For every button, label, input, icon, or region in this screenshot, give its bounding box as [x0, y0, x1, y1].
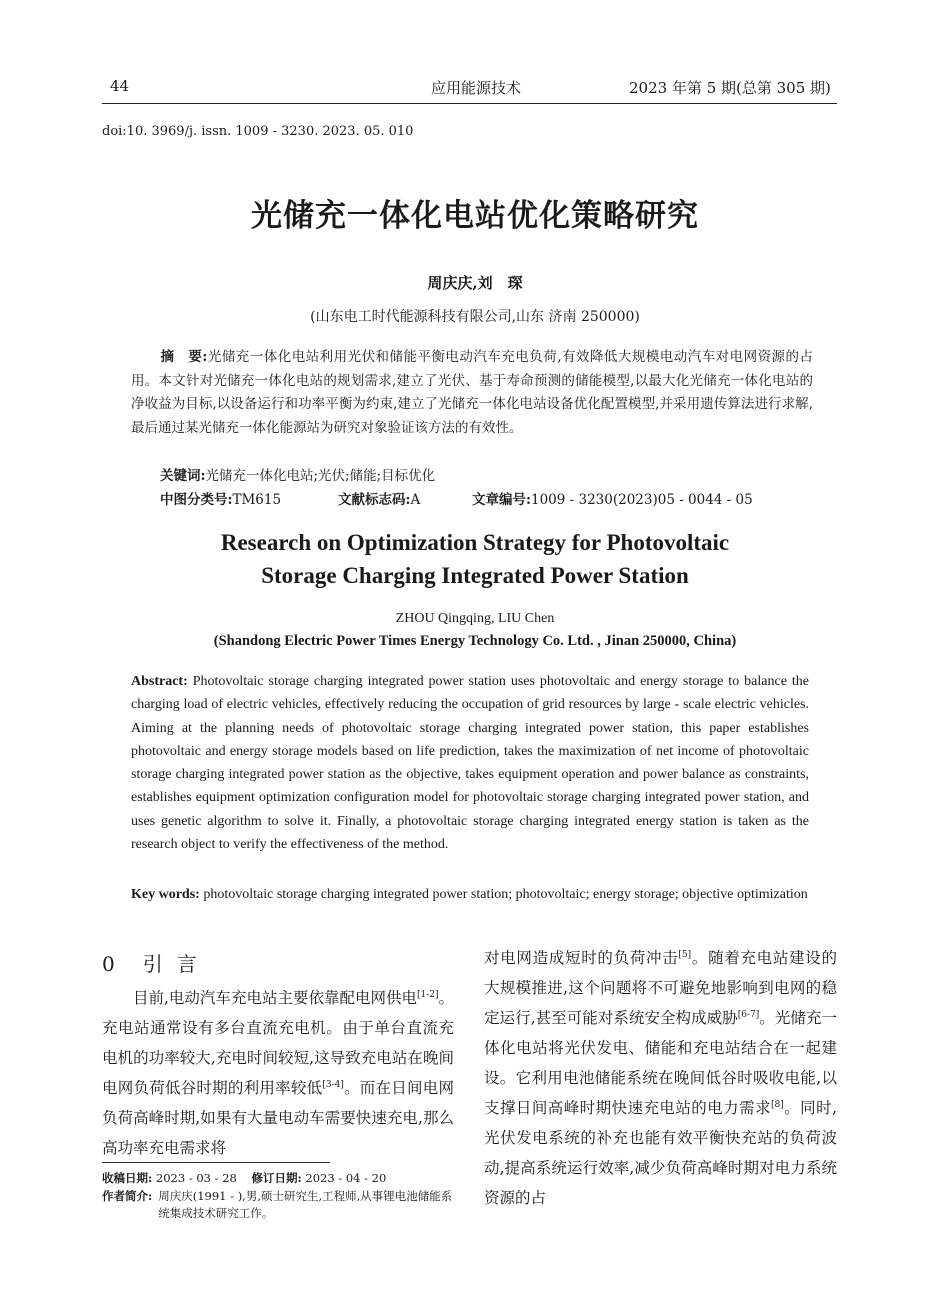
footnote-dates: [102, 1170, 454, 1187]
body-right-text-2: 。随着充电站建设的大规模推进,这个问题将不可避免地影响到电网的稳定运行,甚至可能对系统安全构成威胁: [484, 949, 837, 1027]
keywords-cn-text: 光储充一体化电站;光伏;储能;目标优化: [205, 468, 436, 484]
clc-label: 中图分类号:: [160, 492, 233, 508]
authors-en: ZHOU Qingqing, LIU Chen: [395, 611, 555, 626]
doc-code-value: A: [410, 492, 421, 508]
abstract-cn-label: 摘 要:: [160, 349, 208, 365]
revised-date: 2023 - 04 - 20: [305, 1171, 387, 1185]
doc-code-label: 文献标志码:: [338, 492, 411, 508]
title-en-line2: Storage Charging Integrated Power Station: [261, 563, 689, 588]
body-right-column: [484, 943, 837, 1213]
keywords-cn-label: 关键词:: [160, 468, 206, 484]
abstract-en: [131, 670, 809, 856]
affiliation-cn: (山东电工时代能源科技有限公司,山东 济南 250000): [310, 309, 640, 325]
citation: [6-7]: [737, 1009, 760, 1020]
abstract-cn-text: 光储充一体化电站利用光伏和储能平衡电动汽车充电负荷,有效降低大规模电动汽车对电网资源的占用。本文针对光储充一体化电站的规划需求,建立了光伏、基于寿命预测的储能模型,以最大化光储充一体化电站的净收益为目标,以设备运行和功率平衡为约束,建立了光储充一体化电站设备优化配置模型,并采用遗传算法进行求解,最后通过某光储充一体化能源站为研究对象验证该方法的有效性。: [131, 349, 814, 436]
article-number-label: 文章编号:: [472, 492, 531, 508]
page-number: 44: [110, 77, 130, 95]
keywords-en-text: photovoltaic storage charging integrated power station; photovoltaic; energy storage; objective optimization: [199, 887, 808, 902]
keywords-en: [131, 883, 809, 906]
received-date: 2023 - 03 - 28: [155, 1171, 237, 1185]
citation: [3-4]: [322, 1079, 344, 1090]
section-number: 0: [102, 952, 129, 976]
issue-info: 2023 年第 5 期(总第 305 期): [629, 79, 831, 97]
author-info-label: 作者简介:: [102, 1189, 153, 1203]
article-number-value: 1009 - 3230(2023)05 - 0044 - 05: [530, 492, 753, 508]
revised-label: 修订日期:: [251, 1171, 302, 1185]
footnote-author: [102, 1188, 454, 1222]
body-left-text-2: 。充电站通常设有多台直流充电机。由于单台直流充电机的功率较大,充电时间较短,这导致充电站在晚间电网负荷低谷时期的利用率较低: [102, 989, 454, 1097]
body-left-text-3: 。而在日间电网负荷高峰时期,如果有大量电动车需要快速充电,那么高功率充电需求将: [102, 1079, 454, 1157]
title-en: [0, 526, 950, 592]
affiliation-en: (Shandong Electric Power Times Energy Technology Co. Ltd. , Jinan 250000, China): [213, 633, 737, 649]
author-info-text: 周庆庆(1991 - ),男,硕士研究生,工程师,从事锂电池储能系统集成技术研究工作。: [158, 1189, 453, 1220]
abstract-en-label: Abstract:: [131, 674, 188, 689]
footnote-rule: [102, 1162, 330, 1163]
body-right-text-1: 对电网造成短时的负荷冲击: [484, 949, 679, 967]
citation: [8]: [771, 1099, 784, 1110]
section-title: 引言: [142, 952, 211, 976]
citation: [1-2]: [416, 989, 439, 1000]
section-heading: [102, 948, 211, 977]
journal-name: 应用能源技术: [431, 79, 522, 97]
authors-cn: 周庆庆,刘 琛: [427, 274, 523, 292]
received-label: 收稿日期:: [102, 1171, 153, 1185]
doi: doi:10. 3969/j. issn. 1009 - 3230. 2023. 05. 010: [102, 124, 414, 139]
body-left-column: [102, 983, 454, 1163]
title-cn: 光储充一体化电站优化策略研究: [251, 198, 699, 234]
clc-value: TM615: [232, 492, 282, 508]
body-left-text-1: 目前,电动汽车充电站主要依靠配电网供电: [133, 989, 417, 1007]
header-rule: [102, 103, 837, 104]
abstract-cn: [131, 346, 813, 440]
body-right-text-4: 。同时,光伏发电系统的补充也能有效平衡快充站的负荷波动,提高系统运行效率,减少负荷高峰时期对电力系统资源的占: [484, 1099, 837, 1207]
classification-line: [160, 488, 840, 508]
title-en-line1: Research on Optimization Strategy for Photovoltaic: [220, 530, 730, 555]
abstract-en-text: Photovoltaic storage charging integrated power station uses photovoltaic and energy storage to balance the charging load of electric vehicles, effectively reducing the occupation of grid resources by large - scale electric vehicles. Aiming at the planning needs of photovoltaic storage charging integrated power station, this paper establishes photovoltaic and energy storage models based on life prediction, takes the maximization of net income of photovoltaic storage charging integrated power station as the objective, takes equipment operation and power balance as constraints, establishes equipment optimization configuration model for photovoltaic storage charging integrated power station, and uses genetic algorithm to solve it. Finally, a photovoltaic storage charging integrated energy station is taken as the research object to verify the effectiveness of the method.: [131, 674, 809, 853]
keywords-cn: [160, 464, 435, 484]
keywords-en-label: Key words:: [131, 887, 200, 902]
citation: [5]: [678, 949, 692, 960]
body-right-text-3: 。光储充一体化电站将光伏发电、储能和充电站结合在一起建设。它利用电池储能系统在晚间低谷时吸收电能,以支撑日间高峰时期快速充电站的电力需求: [484, 1009, 837, 1117]
